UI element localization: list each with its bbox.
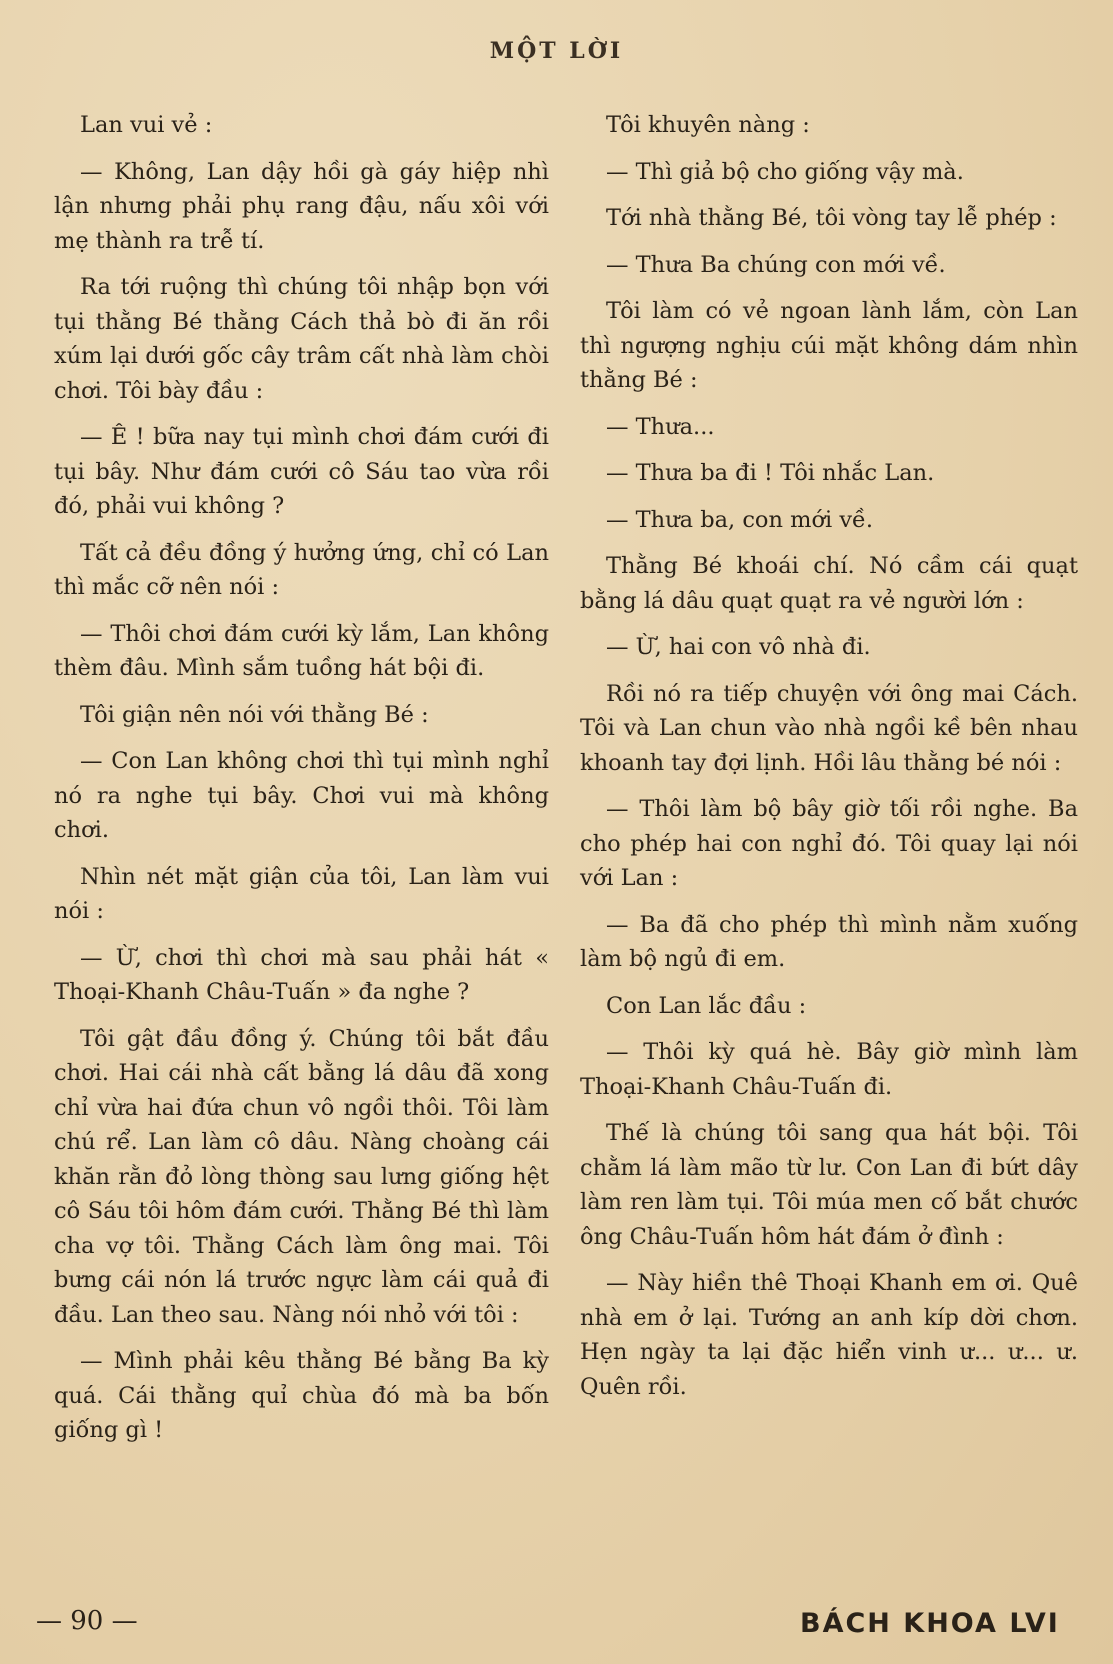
paragraph: — Thưa ba đi ! Tôi nhắc Lan. bbox=[606, 460, 935, 486]
running-header: MỘT LỜI bbox=[489, 38, 624, 64]
paragraph: Thằng Bé khoái chí. Nó cầm cái quạt bằng lá dâu quạt quạt ra vẻ người lớn : bbox=[580, 553, 1078, 614]
paragraph: — Con Lan không chơi thì tụi mình nghỉ nó ra nghe tụi bây. Chơi vui mà không chơi. bbox=[54, 748, 549, 843]
paragraph: Tôi gật đầu đồng ý. Chúng tôi bắt đầu chơi. Hai cái nhà cất bằng lá dâu đã xong chỉ vừa hai đứa chun vô ngồi thôi. Tôi làm chú rể. Lan làm cô dâu. Nàng choàng cái khăn rằn đỏ lòng thòng sau lưng giống hệt cô Sáu tôi hôm đám cưới. Thằng Bé thì làm cha vợ tôi. Thằng Cách làm ông mai. Tôi bưng cái nón lá trước ngực làm cái quả đi đầu. Lan theo sau. Nàng nói nhỏ với tôi : bbox=[54, 1025, 549, 1328]
paragraph: — Thưa Ba chúng con mới về. bbox=[606, 251, 946, 278]
paragraph: Thế là chúng tôi sang qua hát bội. Tôi chằm lá làm mão từ lư. Con Lan đi bứt dây làm ren làm tụi. Tôi múa men cố bắt chước ông Châu-Tuấn hôm hát đám ở đình : bbox=[580, 1120, 1078, 1250]
right-column bbox=[580, 108, 1078, 1416]
paragraph: — Ừ, hai con vô nhà đi. bbox=[606, 634, 871, 660]
paragraph: — Mình phải kêu thằng Bé bằng Ba kỳ quá. Cái thằng quỉ chùa đó mà ba bốn giống gì ! bbox=[54, 1348, 549, 1443]
page-number: — 90 — bbox=[36, 1606, 138, 1636]
paragraph: — Ba đã cho phép thì mình nằm xuống làm bộ ngủ đi em. bbox=[580, 911, 1078, 972]
paragraph: Tới nhà thằng Bé, tôi vòng tay lễ phép : bbox=[606, 205, 1057, 231]
paragraph: — Thì giả bộ cho giống vậy mà. bbox=[606, 158, 964, 185]
paragraph: — Thôi kỳ quá hè. Bây giờ mình làm Thoại-Khanh Châu-Tuấn đi. bbox=[580, 1039, 1078, 1100]
paragraph: — Ừ, chơi thì chơi mà sau phải hát « Thoại-Khanh Châu-Tuấn » đa nghe ? bbox=[54, 944, 549, 1005]
paragraph: Nhìn nét mặt giận của tôi, Lan làm vui nói : bbox=[54, 863, 549, 924]
magazine-title: BÁCH KHOA LVI bbox=[800, 1608, 1060, 1639]
paragraph: — Thưa ba, con mới về. bbox=[606, 506, 874, 533]
paragraph: Tất cả đều đồng ý hưởng ứng, chỉ có Lan thì mắc cỡ nên nói : bbox=[54, 539, 549, 600]
paragraph: — Thôi chơi đám cưới kỳ lắm, Lan không thèm đâu. Mình sắm tuồng hát bội đi. bbox=[54, 620, 549, 681]
paragraph: Tôi giận nên nói với thằng Bé : bbox=[80, 701, 429, 728]
paragraph: — Ê ! bữa nay tụi mình chơi đám cưới đi tụi bây. Như đám cưới cô Sáu tao vừa rồi đó, phải vui không ? bbox=[54, 424, 549, 519]
paragraph: Con Lan lắc đầu : bbox=[606, 992, 807, 1019]
paragraph: — Thưa... bbox=[606, 413, 715, 440]
paragraph: Tôi khuyên nàng : bbox=[606, 112, 810, 138]
paragraph: — Này hiền thê Thoại Khanh em ơi. Quê nhà em ở lại. Tướng an anh kíp dời chơn. Hẹn ngày ta lại đặc hiển vinh ư... ư... ư. Quên rồi. bbox=[580, 1270, 1078, 1400]
paragraph: Ra tới ruộng thì chúng tôi nhập bọn với tụi thằng Bé thằng Cách thả bò đi ăn rồi xúm lại dưới gốc cây trâm cất nhà làm chòi chơi. Tôi bày đầu : bbox=[54, 274, 549, 404]
paragraph: — Thôi làm bộ bây giờ tối rồi nghe. Ba cho phép hai con nghỉ đó. Tôi quay lại nói với Lan : bbox=[580, 796, 1078, 891]
paragraph: Tôi làm có vẻ ngoan lành lắm, còn Lan thì ngượng nghịu cúi mặt không dám nhìn thằng Bé : bbox=[580, 298, 1078, 393]
paragraph: — Không, Lan dậy hồi gà gáy hiệp nhì lận nhưng phải phụ rang đậu, nấu xôi với mẹ thành ra trễ tí. bbox=[54, 158, 549, 254]
paragraph: Rồi nó ra tiếp chuyện với ông mai Cách. Tôi và Lan chun vào nhà ngồi kề bên nhau khoanh tay đợi lịnh. Hồi lâu thằng bé nói : bbox=[580, 680, 1078, 776]
paragraph: Lan vui vẻ : bbox=[80, 112, 213, 138]
left-column bbox=[54, 108, 549, 1460]
